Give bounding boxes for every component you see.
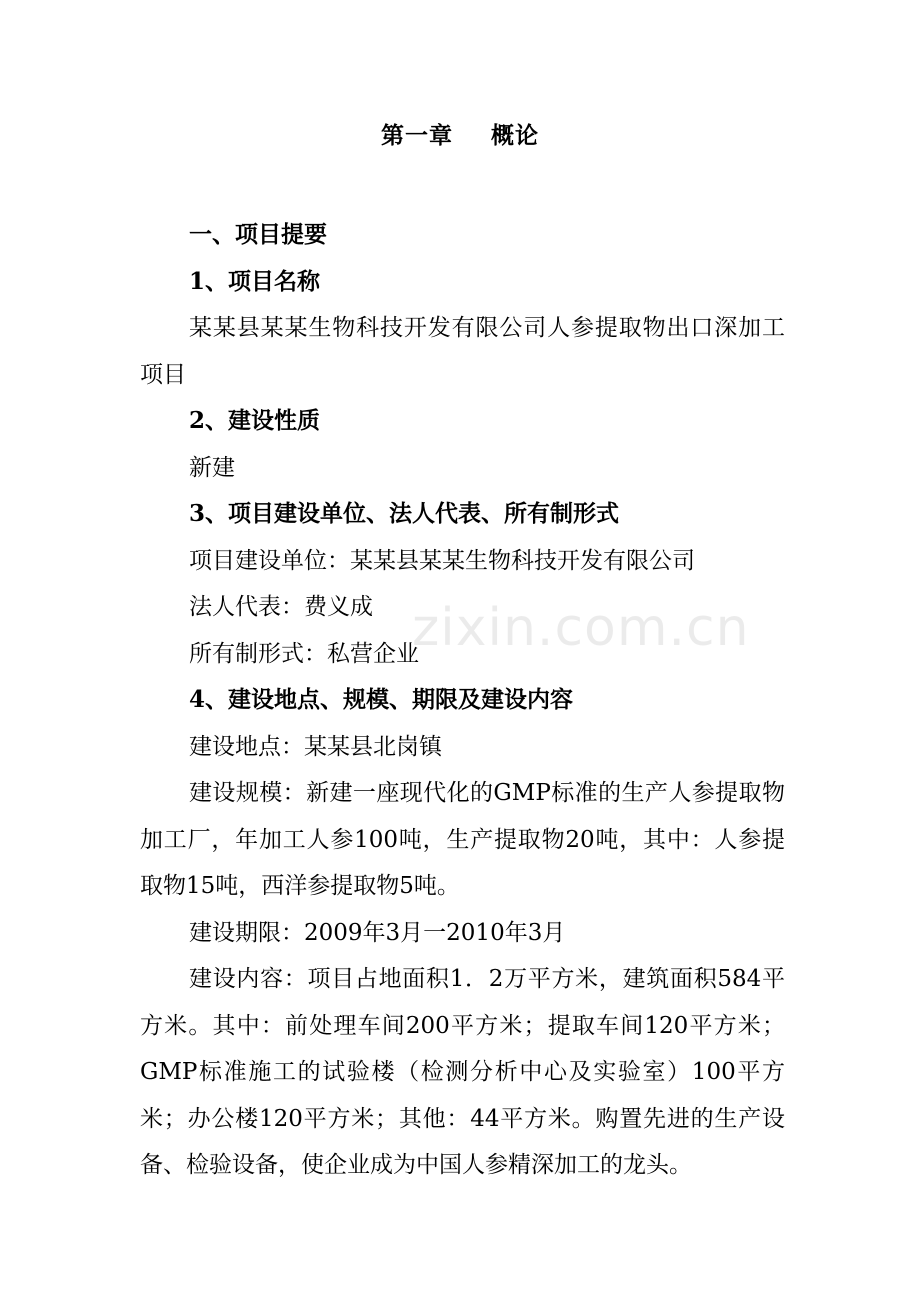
chapter-name: 概论 — [491, 122, 539, 149]
chapter-number: 第一章 — [381, 122, 453, 149]
paragraph: 建设内容：项目占地面积1．2万平方米，建筑面积584平方米。其中：前处理车间200平方米；提取车间120平方米；GMP标准施工的试验楼（检测分析中心及实验室）100平方米；办公楼120平方米；其他：44平方米。购置先进的生产设备、检验设备，使企业成为中国人参精深加工的龙头。 — [140, 966, 785, 1178]
document-body — [140, 212, 785, 1189]
paragraph: 建设期限：2009年3月一2010年3月 — [189, 919, 566, 946]
paragraph: 新建 — [189, 454, 235, 481]
section-heading: 2、建设性质 — [189, 407, 321, 434]
paragraph: 建设地点：某某县北岗镇 — [189, 733, 442, 760]
chapter-title — [0, 116, 920, 156]
section-heading: 4、建设地点、规模、期限及建设内容 — [189, 686, 574, 713]
section-heading: 3、项目建设单位、法人代表、所有制形式 — [189, 500, 620, 527]
paragraph: 法人代表：费义成 — [189, 594, 373, 620]
section-heading: 一、项目提要 — [189, 221, 327, 248]
paragraph: 所有制形式：私营企业 — [189, 640, 419, 667]
watermark: zixin.com.cn — [412, 598, 750, 658]
paragraph: 建设规模：新建一座现代化的GMP标准的生产人参提取物加工厂，年加工人参100吨，生产提取物20吨，其中：人参提取物15吨，西洋参提取物5吨。 — [140, 780, 785, 899]
section-heading: 1、项目名称 — [189, 267, 321, 295]
paragraph: 某某县某某生物科技开发有限公司人参提取物出口深加工项目 — [140, 315, 785, 388]
paragraph: 项目建设单位：某某县某某生物科技开发有限公司 — [189, 547, 695, 574]
